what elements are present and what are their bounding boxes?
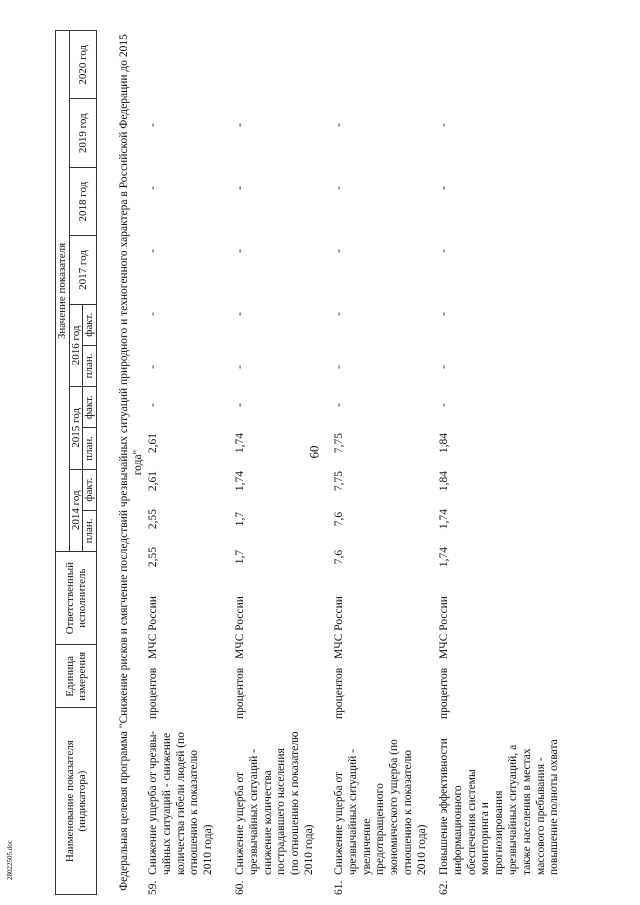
row-number: 61. — [333, 880, 345, 895]
responsible-cell: МЧС России — [234, 596, 246, 659]
value-cell: 1,84 — [438, 432, 450, 454]
unit-cell: процентов — [438, 667, 450, 719]
rotated-page — [55, 30, 595, 895]
responsible-cell: МЧС России — [147, 596, 159, 659]
indicator-name — [333, 727, 430, 895]
value-cell: 7,75 — [333, 470, 345, 492]
unit-cell: процентов — [234, 667, 246, 719]
year-2018-header: 2018 год — [69, 167, 97, 235]
year-2014-header: 2014 год — [69, 469, 83, 551]
value-cell: 2,55 — [147, 546, 159, 568]
value-cell: 1,7 — [234, 511, 246, 527]
value-cell: 2,61 — [147, 470, 159, 492]
value-cell: - — [438, 186, 450, 190]
year-2019-header: 2019 год — [69, 99, 97, 167]
value-cell: 2,61 — [147, 432, 159, 454]
plan-header: план. — [83, 428, 97, 469]
year-2020-header: 2020 год — [69, 31, 97, 99]
value-cell: - — [333, 123, 345, 127]
col-values-header: Значение показателя — [56, 31, 70, 552]
value-cell: 7,75 — [333, 432, 345, 454]
row-number: 60. — [234, 880, 246, 895]
value-cell: 1,7 — [234, 549, 246, 565]
value-cell: 1,74 — [438, 508, 450, 530]
value-cell: - — [147, 365, 159, 369]
value-cell: - — [234, 186, 246, 190]
row-number: 62. — [438, 880, 450, 895]
value-cell: - — [333, 403, 345, 407]
value-cell: - — [438, 365, 450, 369]
value-cell: - — [333, 365, 345, 369]
col-resp-header: Ответственный исполнитель — [56, 552, 97, 645]
value-cell: 1,74 — [438, 546, 450, 568]
value-cell: - — [438, 403, 450, 407]
row-number: 59. — [147, 880, 159, 895]
table-header — [55, 30, 97, 895]
year-2017-header: 2017 год — [69, 236, 97, 304]
indicator-name — [438, 727, 562, 895]
responsible-cell: МЧС России — [333, 596, 345, 659]
plan-header: план. — [83, 510, 97, 551]
section-title: Федеральная целевая программа "Снижение рисков и смягчение последствий чрезвычайных ситуаций природного и техногенного характера в Российской Федерации до 2015 года" — [118, 34, 144, 891]
col-unit-header: Единица измерения — [56, 645, 97, 708]
value-cell: - — [333, 312, 345, 316]
value-cell: - — [147, 249, 159, 253]
value-cell: 1,74 — [234, 432, 246, 454]
value-cell: - — [147, 123, 159, 127]
col-name-header: Наименование показателя (индикатора) — [56, 708, 97, 895]
value-cell: - — [438, 123, 450, 127]
value-cell: - — [438, 249, 450, 253]
unit-cell: процентов — [147, 667, 159, 719]
indicator-name — [147, 727, 216, 895]
value-cell: 2,55 — [147, 508, 159, 530]
row-text: Снижение ущерба от чрезвычайных ситуаций - снижение количества пострадавшего населения (по отношению к показателю 2010 года) — [234, 731, 315, 875]
fact-header: факт. — [83, 469, 97, 510]
page-number: 60 — [306, 445, 322, 459]
value-cell: - — [234, 249, 246, 253]
value-cell: - — [147, 186, 159, 190]
value-cell: - — [147, 312, 159, 316]
value-cell: - — [147, 403, 159, 407]
fact-header: факт. — [83, 387, 97, 428]
responsible-cell: МЧС России — [438, 596, 450, 659]
row-text: Снижение ущерба от чрезвычайных ситуаций - увеличение предотвращенного экономического ущерба (по отношению к показателю 2010 года) — [333, 739, 428, 875]
row-text: Повышение эффективности информационного обеспечения системы мониторинга и прогнозирования чрезвычайных ситуаций, а также населения в местах массового пребывания - повышение полноты охвата — [438, 738, 561, 875]
value-cell: 7,6 — [333, 511, 345, 527]
year-2016-header: 2016 год — [69, 304, 83, 386]
document-id: 28022505.doc — [6, 840, 14, 880]
value-cell: 1,74 — [234, 470, 246, 492]
plan-header: план. — [83, 345, 97, 386]
value-cell: 1,84 — [438, 470, 450, 492]
fact-header: факт. — [83, 304, 97, 345]
indicator-name — [234, 727, 317, 895]
year-2015-header: 2015 год — [69, 387, 83, 469]
value-cell: - — [234, 123, 246, 127]
value-cell: - — [438, 312, 450, 316]
value-cell: - — [234, 312, 246, 316]
value-cell: - — [333, 186, 345, 190]
value-cell: - — [333, 249, 345, 253]
value-cell: - — [234, 403, 246, 407]
row-text: Снижение ущерба от чрезвы-чайных ситуаций - снижение количества гибели людей (по отношению к показателю 2010 года) — [147, 730, 215, 875]
unit-cell: процентов — [333, 667, 345, 719]
value-cell: - — [234, 365, 246, 369]
value-cell: 7,6 — [333, 549, 345, 565]
